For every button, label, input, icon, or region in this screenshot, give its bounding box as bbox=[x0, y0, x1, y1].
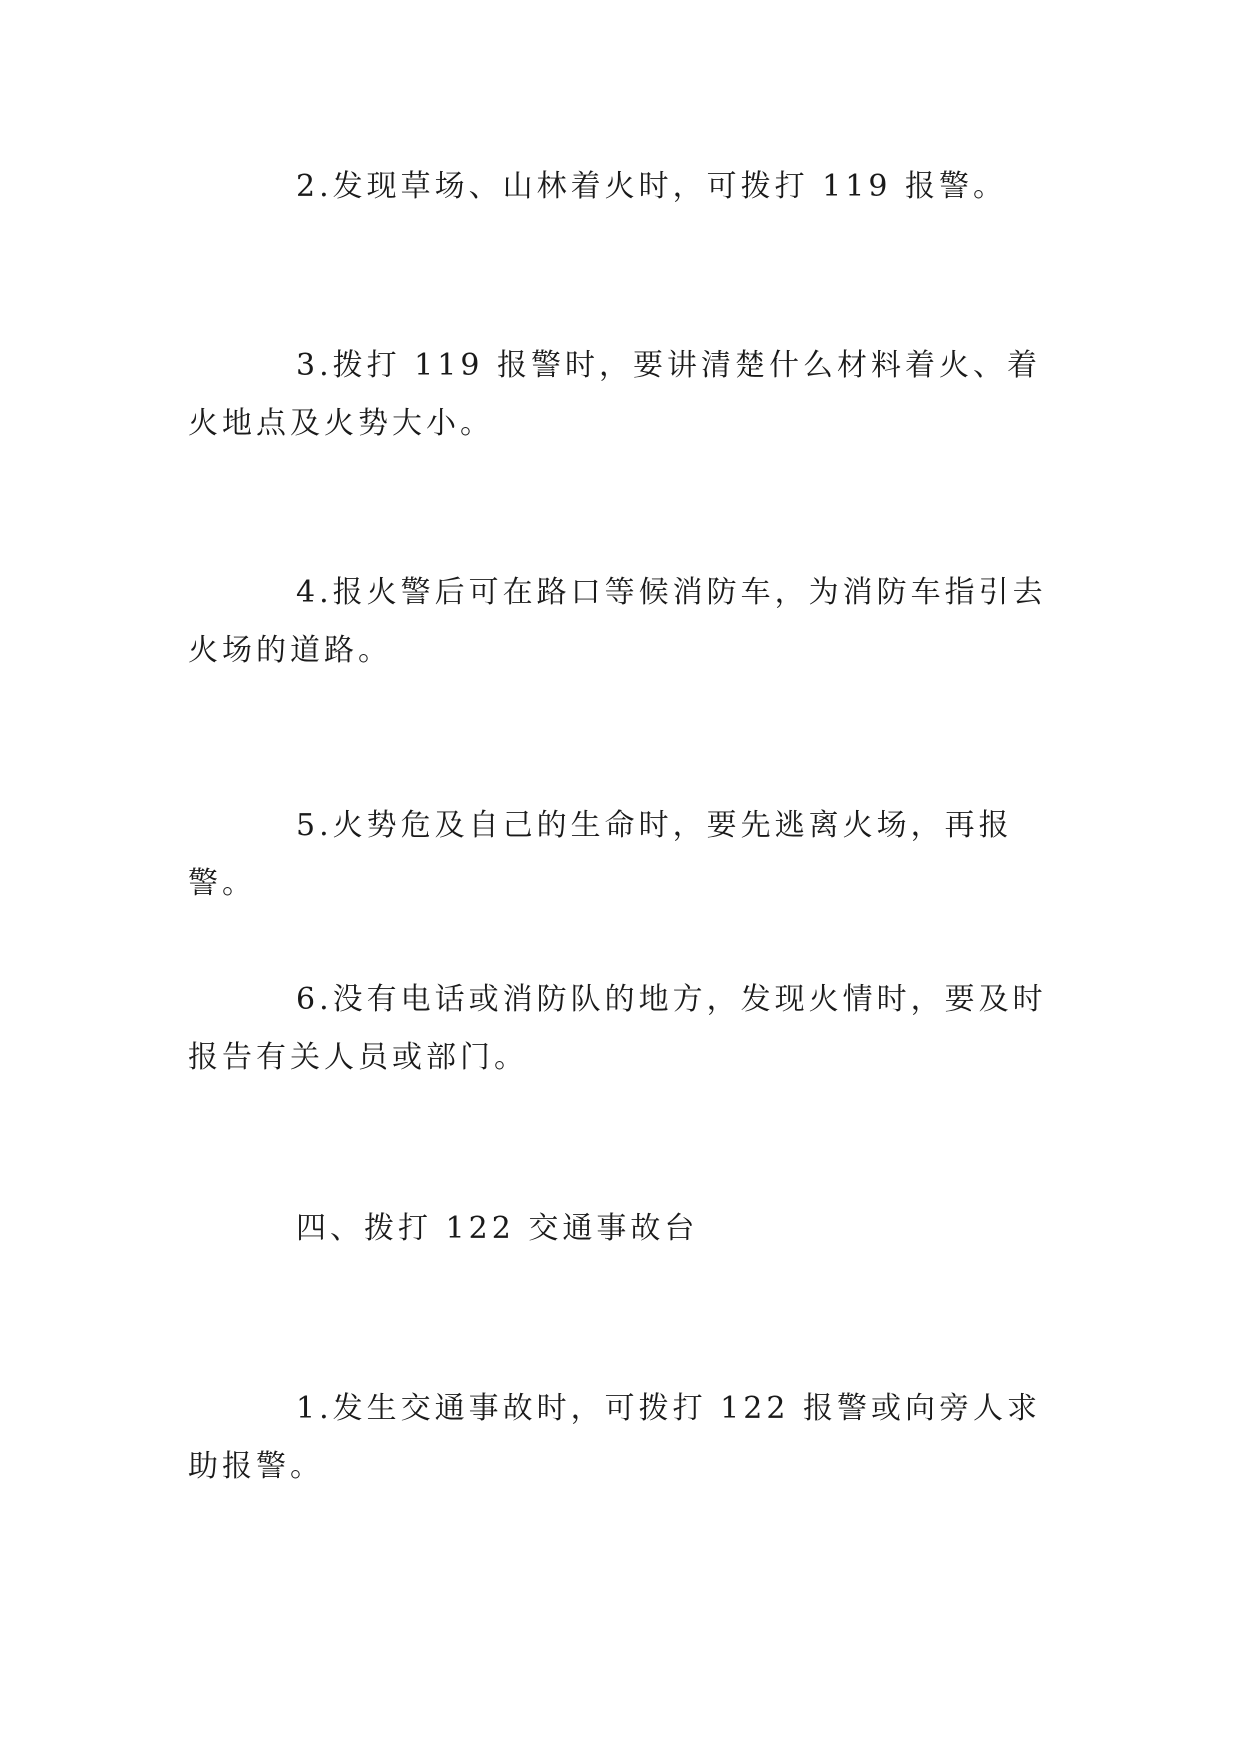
paragraph-item-6: 6.没有电话或消防队的地方，发现火情时，要及时报告有关人员或部门。 bbox=[188, 982, 1047, 1075]
paragraph-item-3: 3.拨打 119 报警时，要讲清楚什么材料着火、着火地点及火势大小。 bbox=[188, 348, 1041, 441]
paragraph-item-5: 5.火势危及自己的生命时，要先逃离火场，再报警。 bbox=[188, 808, 1013, 901]
paragraph-item-4: 4.报火警后可在路口等候消防车，为消防车指引去火场的道路。 bbox=[188, 575, 1047, 668]
section-heading: 四、拨打 122 交通事故台 bbox=[296, 1211, 699, 1246]
paragraph-item-2: 2.发现草场、山林着火时，可拨打 119 报警。 bbox=[296, 169, 1007, 204]
paragraph-item-1: 1.发生交通事故时，可拨打 122 报警或向旁人求助报警。 bbox=[188, 1391, 1041, 1484]
